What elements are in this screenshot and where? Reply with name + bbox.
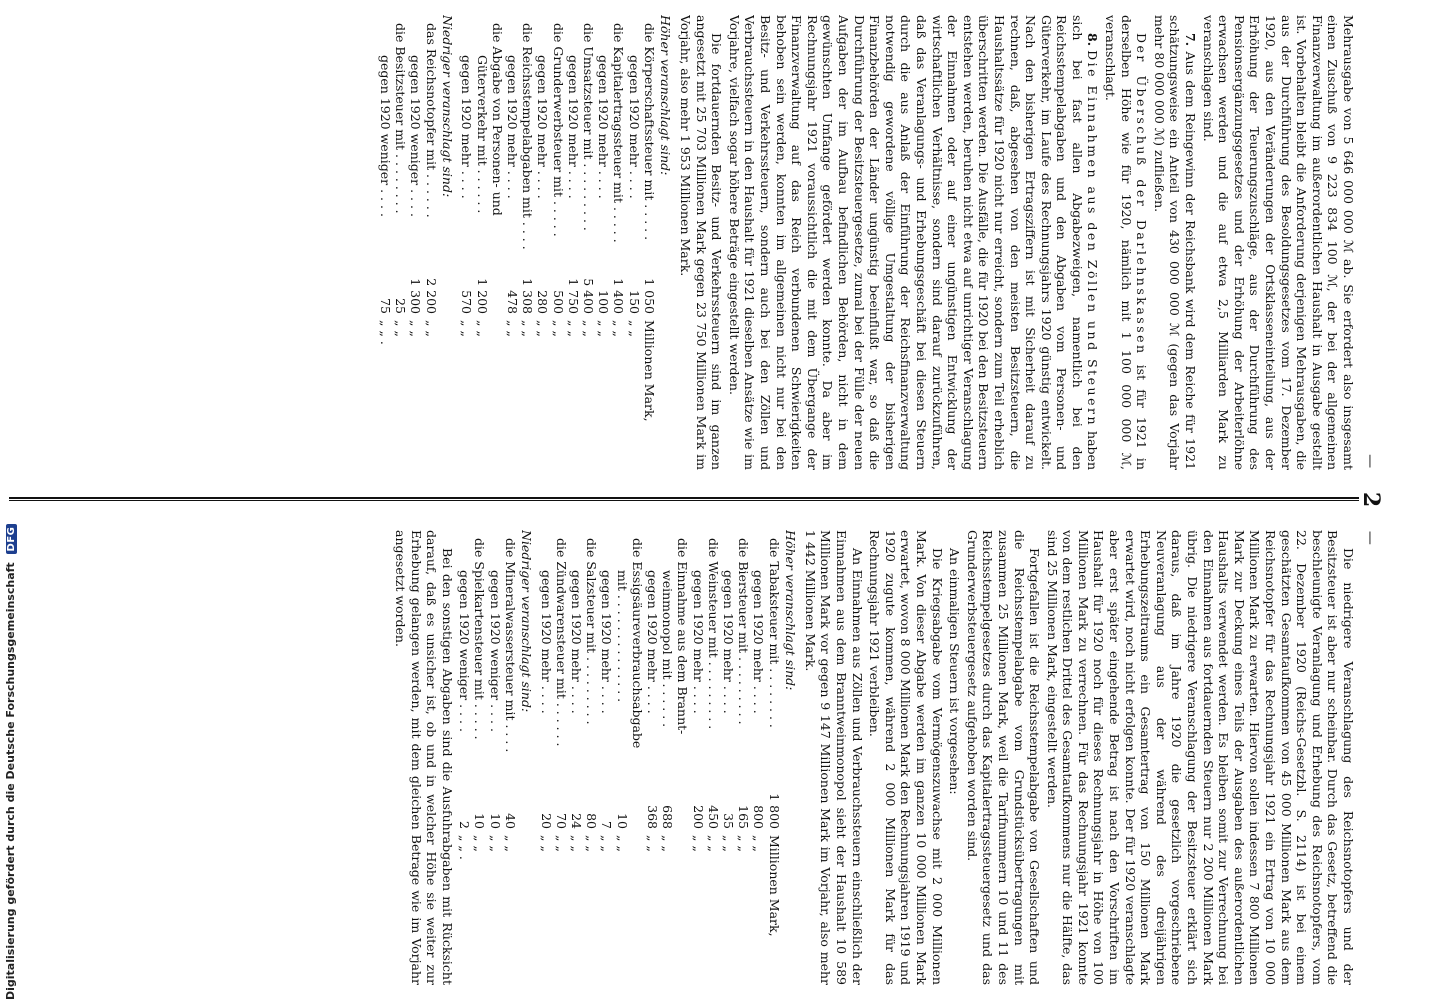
ledger-label: gegen 1920 mehr . . . . xyxy=(626,55,642,199)
ledger-row xyxy=(766,530,781,985)
ledger-row xyxy=(599,530,614,985)
ledger-unit: „ „ xyxy=(611,320,627,337)
higher-estimates-table xyxy=(459,15,657,470)
ledger-value: 24 xyxy=(568,813,584,829)
ledger-value xyxy=(675,777,690,835)
ledger-row xyxy=(566,15,581,470)
paragraph: Bei den sonstigen Abgaben sind die Ausfuhrabgaben mit Rücksicht darauf, daß es unsicher ist, ob und in welcher Höhe sie weiter zur Erhebung gelangen werden, mit dem gleichen Betrage wie im Vorjahr angesetzt worden. xyxy=(393,530,455,985)
ledger-label: gegen 1920 weniger . . . . xyxy=(457,570,473,732)
ledger-value: 280 xyxy=(535,290,551,314)
ledger-unit: „ „ xyxy=(614,835,630,852)
ledger-label: die Grunderwerbsteuer mit . . . . . xyxy=(550,23,566,237)
section-number: 7. xyxy=(1183,33,1199,47)
ledger-unit: „ „ xyxy=(423,320,439,337)
ledger-value: 10 xyxy=(614,813,630,829)
ledger-row xyxy=(378,15,393,470)
ledger-label: gegen 1920 weniger . . . . xyxy=(378,55,394,217)
ledger-row xyxy=(550,15,565,470)
ledger-label: die Salzsteuer mit . . . . . . . . . xyxy=(584,538,600,725)
ledger-label: die Biersteuer mit . . . . . . . . . xyxy=(736,538,752,725)
paragraph-text: ist für 1921 in derselben Höhe wie für 1920, nämlich mit 1 100 000 000 ℳ, veranschlagt. xyxy=(1103,15,1150,470)
dfg-logo-icon: DFG xyxy=(6,524,17,555)
ledger-unit: „ „ xyxy=(505,320,521,337)
ledger-row xyxy=(660,530,675,985)
page-number-dash-right: — xyxy=(1362,530,1378,546)
ledger-row xyxy=(554,530,569,985)
page-number-value: 2 xyxy=(1358,491,1384,509)
ledger-value: 478 xyxy=(505,290,521,314)
page-number xyxy=(1358,0,1384,1000)
ledger-unit: „ „ xyxy=(408,320,424,337)
ledger-unit: „ „ xyxy=(502,835,518,852)
ledger-unit: „ „ xyxy=(472,835,488,852)
ledger-label: weinmonopol mit . . . . . . xyxy=(660,570,676,728)
ledger-row xyxy=(408,15,423,470)
ledger-label: die Spielkartensteuer mit . . . . . xyxy=(472,538,488,740)
ledger-unit: Millionen Mark, xyxy=(766,835,782,937)
lower-estimates-heading: Niedriger veranschlagt sind: xyxy=(440,15,456,198)
ledger-row xyxy=(457,530,472,985)
ledger-label: die Einnahme aus dem Brannt- xyxy=(675,538,691,735)
ledger-label: die Essigsäureverbrauchsabgabe xyxy=(629,538,645,749)
ledger-unit: „ „ xyxy=(599,835,615,852)
ledger-unit: „ „ xyxy=(520,320,536,337)
higher-estimates-heading: Höher veranschlagt sind: xyxy=(658,15,674,176)
ledger-label: gegen 1920 weniger . . . . xyxy=(408,55,424,217)
ledger-row xyxy=(505,15,520,470)
paragraph-section-7 xyxy=(1151,15,1198,470)
ledger-value: 165 xyxy=(736,805,752,829)
ledger-value: 75 xyxy=(378,298,394,314)
ledger-unit: „ „ xyxy=(474,320,490,337)
ledger-value: 1 050 xyxy=(641,278,657,314)
ledger-unit: „ „ xyxy=(487,835,503,852)
ledger-row xyxy=(459,15,474,470)
ledger-unit: „ „ xyxy=(690,835,706,852)
ledger-unit: „ „ xyxy=(581,320,597,337)
paragraph: Die fortdauernden Besitz- und Verkehrssteuern sind im ganzen angesetzt mit 25 703 Millionen Mark gegen 23 750 Millionen Mark im Vorjahr, also mehr 1 953 Millionen Mark. xyxy=(678,15,725,470)
paragraph: Mehrausgabe von 5 646 000 000 ℳ ab. Sie erfordert also insgesamt einen Zuschuß von 9 223 834 100 ℳ, der bei der allgemeinen Finanzverwaltung im außerordentlichen Haushalt in Ausgabe gestellt ist. Vorbehalten bleibt die Anforderung derjenigen Mehrausgaben, die aus der Durchführung des Besoldungsgesetzes vom 17. Dezember 1920, aus den Veränderungen der Ortsklasseneinteilung, aus der Erhöhung der Teuerungszuschläge, aus der Durchführung des Pensionsergänzungsgesetzes und der Erhöhung der Arbeiterlöhne erwachsen werden und die auf etwa 2,5 Milliarden Mark zu veranschlagen sind. xyxy=(1200,15,1356,470)
ledger-label: gegen 1920 mehr . . . . xyxy=(565,55,581,199)
ledger-row xyxy=(487,530,502,985)
ledger-row xyxy=(520,15,535,470)
paragraph-text: haben sich bei fast allen Abgabezweigen, namentlich bei den Reichsstempelabgaben und den Abgaben vom Personen- und Güterverkehr, im Laufe des Rechnungsjahrs 1920 günstig entwickelt. Nach den bisherigen Ertragsziffern ist mit Sicherheit darauf zu rechnen, daß, abgesehen von den meisten Besitzsteuern, die Haushaltssätze für 1920 nicht nur erreicht, sondern zum Teil erheblich überschritten werden. Die Ausfälle, die für 1920 bei den Besitzsteuern entstehen werden, beruhen nicht etwa auf unrichtiger Veranschlagung der Einnahmen oder auf einer ungünstigen Entwicklung der wirtschaftlichen Verhältnisse, sondern sind darauf zurückzuführen, daß das Veranlagungs- und Erhebungsgeschäft bei diesen Steuern durch die aus Anlaß der Einführung der Reichsfinanzverwaltung notwendig gewordene völlige Umgestaltung der bisherigen Finanzbehörden der Länder ungünstig beeinflußt war, so daß die Durchführung der Besitzsteuergesetze, zumal bei der Fülle der neuen Aufgaben der im Aufbau befindlichen Behörden, nicht in dem gewünschten Umfange gefördert werden konnte. Da aber im Rechnungsjahr 1921 voraussichtlich die mit dem Übergange der Finanzverwaltung auf das Reich verbundenen Schwierigkeiten behoben sein werden, konnten im allgemeinen nicht nur bei den Besitz- und Verkehrssteuern, sondern auch bei den Zöllen und Verbrauchssteuern in den Haushalt für 1921 dieselben Ansätze wie im Vorjahre, vielfach sogar höhere Beträge eingestellt werden. xyxy=(726,15,1101,470)
ledger-unit: „ „ xyxy=(596,320,612,337)
ledger-row xyxy=(721,530,736,985)
ledger-row xyxy=(584,530,599,985)
lower-estimates-table xyxy=(378,15,439,470)
ledger-unit: „ „ xyxy=(535,320,551,337)
ledger-unit xyxy=(675,835,690,985)
higher-estimates-table xyxy=(538,530,781,985)
ledger-unit: „ „ xyxy=(584,835,600,852)
ledger-value: 5 400 xyxy=(581,278,597,314)
ledger-unit: „ „ xyxy=(538,835,554,852)
credit-text: Digitalisierung gefördert durch die Deutsche Forschungsgemeinschaft xyxy=(4,562,17,1000)
ledger-unit: „ „ xyxy=(660,835,676,852)
ledger-label: die Körperschaftssteuer mit . . . . . xyxy=(641,23,657,241)
paragraph: An Einnahmen aus Zöllen und Verbrauchssteuern einschließlich der Einnahmen aus dem Branntweinmonopol sieht der Haushalt 10 589 Millionen Mark vor gegen 9 147 Millionen Mark im Vorjahr, also mehr 1 442 Millionen Mark. xyxy=(802,530,865,985)
ledger-row xyxy=(630,530,645,985)
ledger-unit: „ „ xyxy=(393,320,409,337)
ledger-value: 2 xyxy=(457,821,473,829)
ledger-value: 688 xyxy=(660,805,676,829)
ledger-unit xyxy=(630,835,645,985)
ledger-label: gegen 1920 mehr . . . . xyxy=(459,55,475,199)
page-number-dash-left: — xyxy=(1362,454,1378,470)
ledger-value: 40 xyxy=(502,813,518,829)
right-text-column xyxy=(11,530,1356,985)
ledger-row xyxy=(642,15,657,470)
ledger-label: die Abgabe von Personen- und xyxy=(489,23,505,216)
ledger-label: gegen 1920 mehr . . . . xyxy=(599,570,615,714)
ledger-row xyxy=(569,530,584,985)
ledger-value: 10 xyxy=(472,813,488,829)
ledger-value: 1 800 xyxy=(766,793,782,829)
ledger-unit: „ „ xyxy=(751,835,767,852)
ledger-row xyxy=(538,530,553,985)
paragraph-darlehnskassen xyxy=(1103,15,1150,470)
ledger-row xyxy=(503,530,518,985)
ledger-row xyxy=(490,15,505,470)
ledger-label: die Umsatzsteuer mit . . . . . . . . . xyxy=(581,23,597,231)
ledger-unit: „ „ xyxy=(736,835,752,852)
ledger-row xyxy=(472,530,487,985)
ledger-label: die Mineralwassersteuer mit . . . . xyxy=(502,538,518,753)
ledger-value: 70 xyxy=(553,813,569,829)
ledger-label: die Kapitalertragssteuer mit . . . . . xyxy=(611,23,627,243)
paragraph-text: Aus dem Reingewinn der Reichsbank wird dem Reiche für 1921 schätzungsweise ein Anteil von 430 000 000 ℳ (gegen das Vorjahr mehr 80 000 000 ℳ) zufließen. xyxy=(1151,15,1199,470)
ledger-value: 7 xyxy=(599,821,615,829)
ledger-label: gegen 1920 mehr . . . . xyxy=(568,570,584,714)
ledger-unit: „ „ . xyxy=(457,835,473,860)
ledger-row xyxy=(611,15,626,470)
digitization-credit xyxy=(4,0,20,1000)
paragraph: Die niedrigere Veranschlagung des Reichsnotopfers und der Besitzsteuer ist aber nur scheinbar. Durch das Gesetz, betreffend die beschleunigte Veranlagung und Erhebung des Reichsnotopfers, vom 22. Dezember 1920 (Reichs-Gesetzbl. S. 2114) ist bei einem geschätzten Gesamtaufkommen von 45 000 Millionen Mark aus dem Reichsnotopfer für das Rechnungsjahr 1921 ein Ertrag von 10 000 Millionen Mark zu erwarten. Hiervon sollen indessen 7 800 Millionen Mark zur Deckung eines Teils der Ausgaben des außerordentlichen Haushalts verwendet werden. Es bleiben somit zur Verrechnung bei den Einnahmen aus fortdauernden Steuern nur 2 200 Millionen Mark übrig. Die niedrigere Veranschlagung der Besitzsteuer erklärt sich daraus, daß im Jahre 1920 die gesetzlich vorgeschriebene Neuveranlagung aus der während des dreijährigen Erhebungszeitraums ein Gesamtertrag von 150 Millionen Mark erwartet wird, noch nicht erfolgen konnte. Der für 1920 veranschlagte aber erst später eingehende Betrag ist nach den Vorschriften im Haushalt für 1920 noch für dieses Rechnungsjahr in Höhe von 100 Millionen Mark zu verrechnen. Für das Rechnungsjahr 1921 konnte von dem restlichen Drittel des Gesamtaufkommens nur die Hälfte, das sind 25 Millionen Mark, eingestellt werden. xyxy=(1044,530,1356,985)
ledger-row xyxy=(626,15,641,470)
ledger-row xyxy=(614,530,629,985)
ledger-row xyxy=(596,15,611,470)
ledger-label: gegen 1920 mehr . . . . xyxy=(505,55,521,199)
ledger-label: die Weinsteuer mit . . . . . . . . . xyxy=(705,538,721,730)
ledger-value: 500 xyxy=(550,290,566,314)
ledger-value: 20 xyxy=(538,813,554,829)
ledger-label: die Reichsstempelabgaben mit . . . . xyxy=(520,23,536,250)
ledger-label: Güterverkehr mit . . . . . . xyxy=(474,55,490,214)
ledger-row xyxy=(706,530,721,985)
column-divider xyxy=(9,497,1359,501)
ledger-row xyxy=(736,530,751,985)
ledger-label: gegen 1920 mehr . . . . xyxy=(535,55,551,199)
ledger-value: 10 xyxy=(487,813,503,829)
ledger-value: 1 400 xyxy=(611,278,627,314)
ledger-unit: „ „ xyxy=(568,835,584,852)
ledger-value: 1 300 xyxy=(408,278,424,314)
ledger-row xyxy=(393,15,408,470)
ledger-unit: „ „ xyxy=(645,835,660,852)
ledger-row xyxy=(645,530,660,985)
ledger-row xyxy=(535,15,550,470)
ledger-value: 450 xyxy=(705,805,721,829)
ledger-row xyxy=(675,530,690,985)
emphasized-heading: Der Überschuß der Darlehnskassen xyxy=(1134,33,1150,356)
ledger-label: gegen 1920 mehr . . . . xyxy=(751,570,767,714)
ledger-value: 1 750 xyxy=(565,278,581,314)
ledger-value: 800 xyxy=(751,805,767,829)
ledger-unit: „ „ xyxy=(459,320,475,337)
ledger-label: gegen 1920 mehr . . . . xyxy=(721,570,737,714)
ledger-unit: „ „ xyxy=(705,835,721,852)
ledger-row xyxy=(690,530,705,985)
ledger-value: 100 xyxy=(596,290,612,314)
ledger-value xyxy=(630,777,645,835)
ledger-label: die Besitzsteuer mit . . . . . . . . xyxy=(393,23,409,214)
ledger-unit xyxy=(490,320,505,470)
ledger-label: das Reichsnotopfer mit . . . . . . xyxy=(423,23,439,218)
ledger-row xyxy=(581,15,596,470)
ledger-value: 35 xyxy=(721,813,737,829)
ledger-value: 1 308 xyxy=(520,278,536,314)
paragraph-section-8 xyxy=(726,15,1100,470)
ledger-label: mit . . . . . . . . . . . . . . xyxy=(614,570,630,703)
ledger-value: 570 xyxy=(459,290,475,314)
ledger-value xyxy=(490,262,505,320)
ledger-row xyxy=(423,15,438,470)
ledger-unit: „ „ xyxy=(550,320,566,337)
ledger-unit: „ „ xyxy=(553,835,569,852)
ledger-label: gegen 1920 mehr . . . . xyxy=(596,55,612,199)
ledger-value: 368 xyxy=(645,805,660,829)
paragraph: An einmaligen Steuern ist vorgesehen: xyxy=(947,548,963,795)
ledger-unit: „ „ xyxy=(565,320,581,337)
ledger-value: 1 200 xyxy=(474,278,490,314)
lower-estimates-table xyxy=(457,530,518,985)
ledger-unit: „ „ . xyxy=(378,320,394,345)
ledger-label: die Tabaksteuer mit . . . . . . . . xyxy=(766,538,782,728)
emphasized-heading: Die Einnahmen aus den Zöllen und Steuern xyxy=(1085,50,1101,428)
ledger-label: gegen 1920 mehr . . . . xyxy=(645,570,660,714)
section-number: 8. xyxy=(1085,33,1101,47)
ledger-label: gegen 1920 weniger . . . . xyxy=(487,570,503,732)
higher-estimates-heading: Höher veranschlagt sind: xyxy=(783,530,799,691)
ledger-unit: Millionen Mark, xyxy=(641,320,657,422)
ledger-label: gegen 1920 mehr . . . . xyxy=(538,570,554,714)
ledger-label: die Zündwarensteuer mit . . . . . . xyxy=(553,538,569,747)
paragraph: Die Kriegsabgabe vom Vermögenszuwachse mit 2 000 Millionen Mark. Von dieser Abgabe werden im ganzen 10 000 Millionen Mark erwartet, wovon 8 000 Millionen Mark den Rechnungsjahren 1919 und 1920 zugute kommen, während 2 000 Millionen Mark für das Rechnungsjahr 1921 verbleiben. xyxy=(867,530,945,985)
ledger-row xyxy=(751,530,766,985)
ledger-value: 150 xyxy=(626,290,642,314)
ledger-value: 2 200 xyxy=(423,278,439,314)
ledger-unit: „ „ xyxy=(626,320,642,337)
ledger-value: 200 xyxy=(690,805,706,829)
lower-estimates-heading: Niedriger veranschlagt sind: xyxy=(519,530,535,713)
ledger-row xyxy=(474,15,489,470)
ledger-unit: „ „ xyxy=(721,835,737,852)
ledger-value: 25 xyxy=(393,298,409,314)
ledger-value: 80 xyxy=(584,813,600,829)
paragraph: Fortgefallen ist die Reichsstempelabgabe von Gesellschaften und die Reichsstempelabgabe vom Grundstücksübertragungen mit zusammen 25 Millionen Mark, weil die Tarifnummern 10 und 11 des Reichsstempelgesetzes durch das Kapitalertragssteuergesetz und das Grunderwerbsteuergesetz aufgehoben worden sind. xyxy=(964,530,1043,985)
ledger-label: gegen 1920 mehr . . . . xyxy=(690,570,706,714)
left-text-column xyxy=(11,15,1356,470)
